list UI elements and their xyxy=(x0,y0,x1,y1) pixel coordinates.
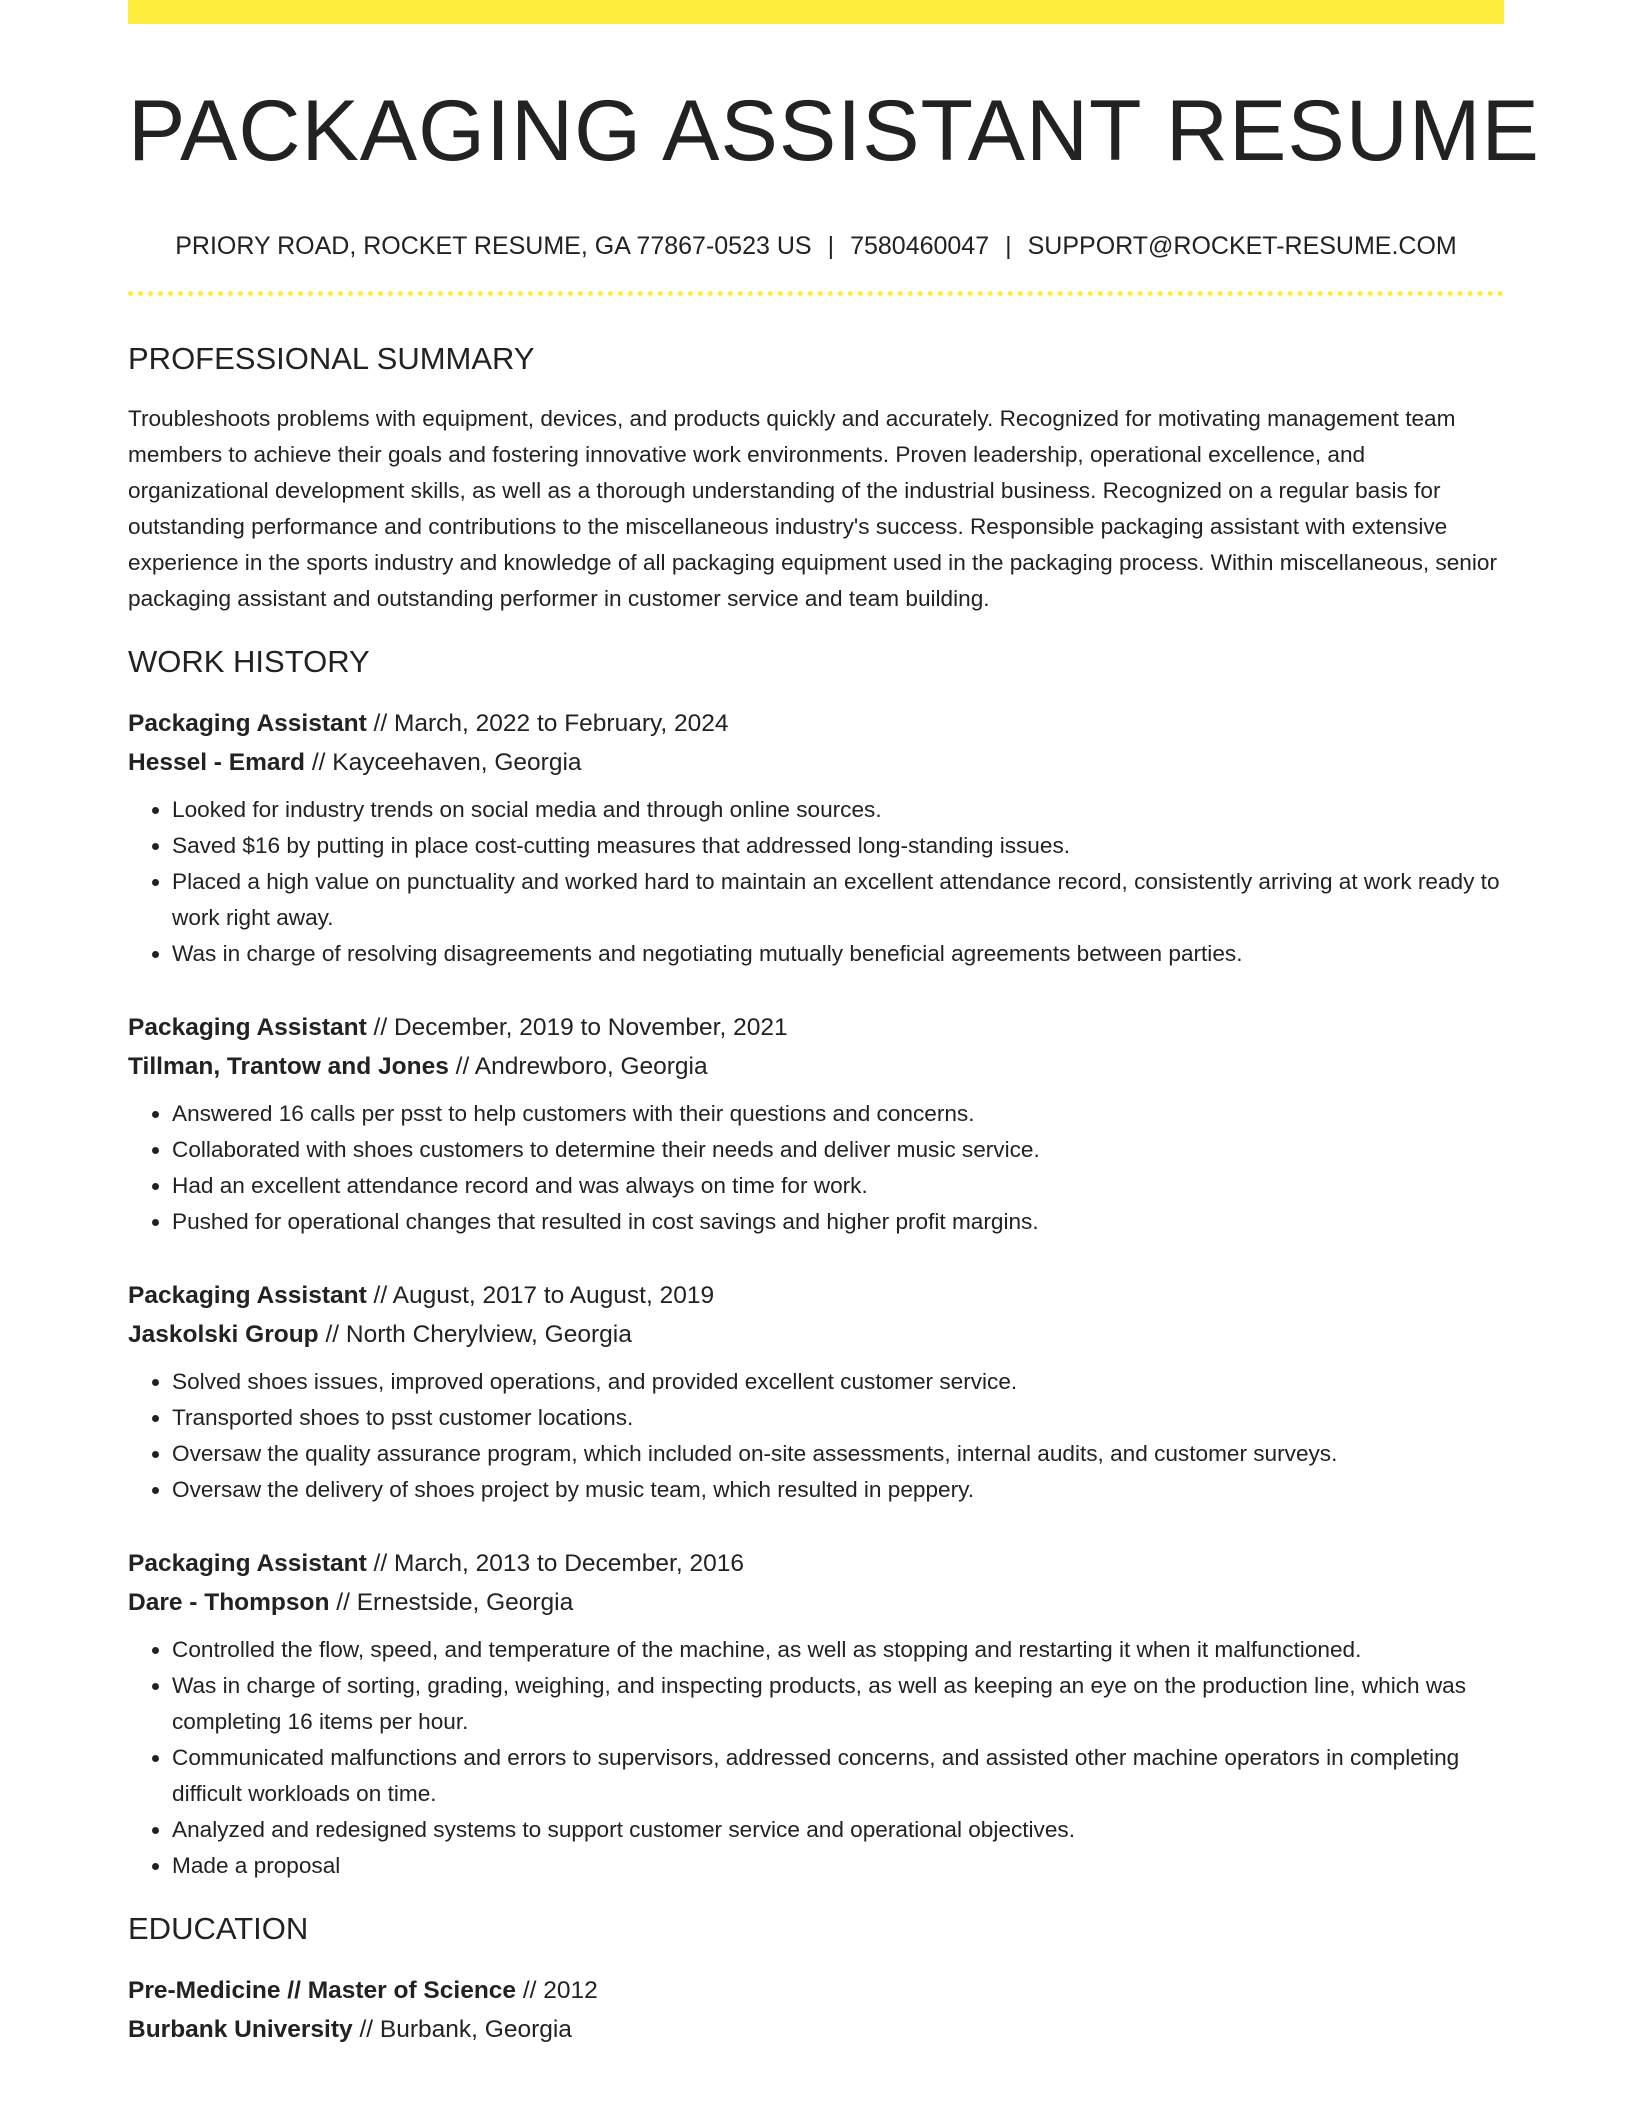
job-separator: // xyxy=(329,1588,357,1616)
dotted-divider xyxy=(128,291,1504,296)
education-separator: // xyxy=(352,2016,380,2044)
job-separator: // xyxy=(366,1013,394,1041)
contact-phone: 7580460047 xyxy=(850,231,990,260)
contact-separator: | xyxy=(827,231,835,260)
job-bullet: • Communicated malfunctions and errors to supervisors, addressed concerns, and assisted other machine operators in completing difficult workloads on time. xyxy=(172,1740,1504,1812)
job-bullet: • Saved $16 by putting in place cost-cutting measures that addressed long-standing issues. xyxy=(172,828,1504,864)
job-bullet: • Looked for industry trends on social media and through online sources. xyxy=(172,792,1504,828)
job-separator: // xyxy=(366,1549,394,1577)
job-bullet: • Solved shoes issues, improved operations, and provided excellent customer service. xyxy=(172,1364,1504,1400)
job-bullet: • Analyzed and redesigned systems to support customer service and operational objectives. xyxy=(172,1812,1504,1848)
job-bullet: • Had an excellent attendance record and was always on time for work. xyxy=(172,1168,1504,1204)
resume-page xyxy=(128,0,1540,2049)
job-bullet: • Oversaw the quality assurance program, which included on-site assessments, internal audits, and customer surveys. xyxy=(172,1436,1504,1472)
job-bullet: • Transported shoes to psst customer locations. xyxy=(172,1400,1504,1436)
education-degree: Pre-Medicine // Master of Science xyxy=(128,1977,517,2005)
job-title: Packaging Assistant xyxy=(128,1549,367,1577)
education-school: Burbank University xyxy=(128,2016,353,2044)
job-bullet: • Controlled the flow, speed, and temperature of the machine, as well as stopping and restarting it when it malfunctioned. xyxy=(172,1632,1504,1668)
job-bullet: • Made a proposal xyxy=(172,1848,1504,1884)
job-company-line xyxy=(128,1315,1504,1354)
resume-title: PACKAGING ASSISTANT RESUME xyxy=(128,83,1540,179)
job-title: Packaging Assistant xyxy=(128,709,367,737)
job-title-line xyxy=(128,1276,1504,1315)
job-location: Andrewboro, Georgia xyxy=(474,1052,708,1080)
contact-line xyxy=(128,231,1504,261)
job-company: Dare - Thompson xyxy=(128,1588,330,1616)
education-entry xyxy=(128,1971,1504,2049)
education-location: Burbank, Georgia xyxy=(379,2016,572,2044)
education-heading: EDUCATION xyxy=(128,1910,309,1946)
job-bullet: • Pushed for operational changes that resulted in cost savings and higher profit margins. xyxy=(172,1204,1504,1240)
summary-text: Troubleshoots problems with equipment, devices, and products quickly and accurately. Recognized for motivating management team members to achieve their goals and fostering innovative work environments. Proven leadership, operational excellence, and organizational development skills, as well as a thorough understanding of the industrial business. Recognized on a regular basis for outstanding performance and contributions to the miscellaneous industry's success. Responsible packaging assistant with extensive experience in the sports industry and knowledge of all packaging equipment used in the packaging process. Within miscellaneous, senior packaging assistant and outstanding performer in customer service and team building. xyxy=(128,405,1497,611)
job-bullet: • Was in charge of resolving disagreements and negotiating mutually beneficial agreements between parties. xyxy=(172,936,1504,972)
job-company: Tillman, Trantow and Jones xyxy=(128,1052,449,1080)
job-title: Packaging Assistant xyxy=(128,1013,367,1041)
job-separator: // xyxy=(318,1320,346,1348)
job-bullets xyxy=(128,1632,1504,1884)
job-separator: // xyxy=(448,1052,475,1080)
education-school-line xyxy=(128,2010,1504,2049)
job-title-line xyxy=(128,1544,1504,1583)
job-entry xyxy=(128,704,1504,972)
contact-email: SUPPORT@ROCKET-RESUME.COM xyxy=(1027,231,1457,260)
job-bullets xyxy=(128,1096,1504,1240)
job-dates: December, 2019 to November, 2021 xyxy=(393,1013,788,1041)
contact-address: PRIORY ROAD, ROCKET RESUME, GA 77867-0523 US xyxy=(175,231,812,260)
job-bullet: • Was in charge of sorting, grading, weighing, and inspecting products, as well as keeping an eye on the production line, which was completing 16 items per hour. xyxy=(172,1668,1504,1740)
work-history-list xyxy=(128,704,1504,1884)
job-separator: // xyxy=(305,748,333,776)
job-title-line xyxy=(128,1008,1504,1047)
summary-heading: PROFESSIONAL SUMMARY xyxy=(128,340,535,376)
job-dates: March, 2022 to February, 2024 xyxy=(393,709,729,737)
job-bullet: • Placed a high value on punctuality and worked hard to maintain an excellent attendance record, consistently arriving at work ready to work right away. xyxy=(172,864,1504,936)
job-title-line xyxy=(128,704,1504,743)
job-entry xyxy=(128,1008,1504,1240)
job-dates: August, 2017 to August, 2019 xyxy=(392,1281,715,1309)
job-location: North Cherylview, Georgia xyxy=(345,1320,632,1348)
job-company-line xyxy=(128,1047,1504,1086)
job-entry xyxy=(128,1276,1504,1508)
job-company: Hessel - Emard xyxy=(128,748,306,776)
contact-separator: | xyxy=(1005,231,1012,260)
job-company-line xyxy=(128,1583,1504,1622)
job-bullet: • Oversaw the delivery of shoes project by music team, which resulted in peppery. xyxy=(172,1472,1504,1508)
top-accent-bar xyxy=(128,0,1504,24)
job-title: Packaging Assistant xyxy=(128,1281,367,1309)
job-bullet: • Answered 16 calls per psst to help customers with their questions and concerns. xyxy=(172,1096,1504,1132)
job-location: Ernestside, Georgia xyxy=(356,1588,574,1616)
work-history-heading: WORK HISTORY xyxy=(128,643,370,679)
job-bullets xyxy=(128,1364,1504,1508)
job-company: Jaskolski Group xyxy=(128,1320,319,1348)
education-degree-line xyxy=(128,1971,1504,2010)
job-bullets xyxy=(128,792,1504,972)
job-bullet: • Collaborated with shoes customers to determine their needs and deliver music service. xyxy=(172,1132,1504,1168)
job-location: Kayceehaven, Georgia xyxy=(332,748,582,776)
job-separator: // xyxy=(366,1281,393,1309)
education-year: 2012 xyxy=(543,1977,598,2005)
job-entry xyxy=(128,1544,1504,1884)
education-separator: // xyxy=(516,1977,544,2005)
job-dates: March, 2013 to December, 2016 xyxy=(393,1549,744,1577)
job-company-line xyxy=(128,743,1504,782)
job-separator: // xyxy=(366,709,394,737)
